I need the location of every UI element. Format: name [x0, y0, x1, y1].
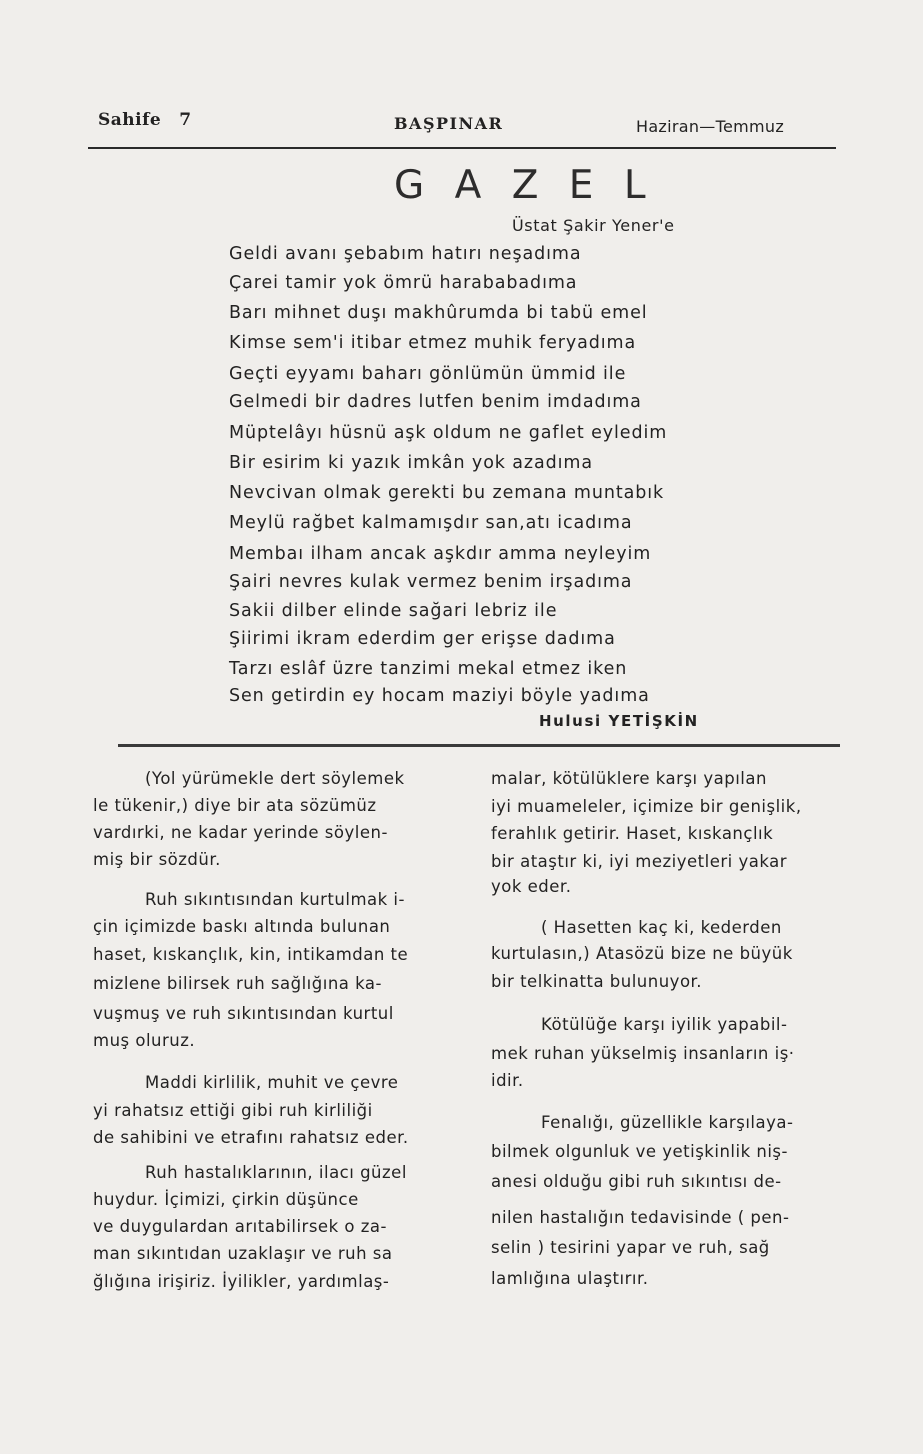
publication-name: BAŞPINAR — [394, 114, 504, 133]
article-line: mizlene bilirsek ruh sağlığına ka- — [93, 974, 382, 993]
poem-line: Şiirimi ikram ederdim ger erişse dadıma — [229, 629, 616, 649]
page-label — [98, 110, 192, 130]
article-line: miş bir sözdür. — [93, 850, 221, 869]
article-line: çin içimizde baskı altında bulunan — [93, 917, 391, 936]
article-line: bir telkinatta bulunuyor. — [491, 972, 703, 991]
page-number: 7 — [179, 110, 192, 130]
article-line: malar, kötülüklere karşı yapılan — [491, 769, 767, 788]
article-line: Ruh hastalıklarının, ilacı güzel — [145, 1163, 407, 1182]
article-line: man sıkıntıdan uzaklaşır ve ruh sa — [93, 1244, 393, 1263]
article-line: yi rahatsız ettiği gibi ruh kirliliği — [93, 1101, 373, 1120]
article-line: (Yol yürümekle dert söylemek — [145, 769, 405, 788]
poem-title: G A Z E L — [394, 163, 655, 208]
poem-line: Meylü rağbet kalmamışdır san,atı icadıma — [229, 513, 633, 533]
page-label-text: Sahife — [98, 110, 162, 130]
poem-line: Çarei tamir yok ömrü harababadıma — [229, 273, 578, 293]
article-line: vardırki, ne kadar yerinde söylen- — [93, 823, 388, 842]
article-line: ferahlık getirir. Haset, kıskançlık — [491, 824, 774, 843]
article-line: ( Hasetten kaç ki, kederden — [541, 918, 782, 937]
article-line: bilmek olgunluk ve yetişkinlik niş- — [491, 1142, 788, 1161]
poem-line: Barı mihnet duşı makhûrumda bi tabü emel — [229, 303, 648, 323]
poem-dedication: Üstat Şakir Yener'e — [512, 216, 675, 235]
article-line: muş oluruz. — [93, 1031, 196, 1050]
poem-line: Tarzı eslâf üzre tanzimi mekal etmez iken — [229, 659, 628, 679]
article-line: anesi olduğu gibi ruh sıkıntısı de- — [491, 1172, 782, 1191]
poem-line: Sen getirdin ey hocam maziyi böyle yadıma — [229, 686, 650, 706]
poem-line: Şairi nevres kulak vermez benim irşadıma — [229, 572, 633, 592]
poem-line: Kimse sem'i itibar etmez muhik feryadıma — [229, 333, 637, 353]
article-line: Ruh sıkıntısından kurtulmak i- — [145, 890, 405, 909]
article-line: lamlığına ulaştırır. — [491, 1269, 649, 1288]
poem-line: Gelmedi bir dadres lutfen benim imdadıma — [229, 392, 642, 412]
poem-line: Geldi avanı şebabım hatırı neşadıma — [229, 244, 582, 264]
article-line: ve duygulardan arıtabilirsek o za- — [93, 1217, 387, 1236]
poem-line: Nevcivan olmak gerekti bu zemana muntabık — [229, 483, 665, 503]
article-line: Fenalığı, güzellikle karşılaya- — [541, 1113, 794, 1132]
poem-line: Bir esirim ki yazık imkân yok azadıma — [229, 453, 593, 473]
article-line: yok eder. — [491, 877, 572, 896]
article-line: kurtulasın,) Atasözü bize ne büyük — [491, 944, 793, 963]
article-line: le tükenir,) diye bir ata sözümüz — [93, 796, 377, 815]
article-line: huydur. İçimizi, çirkin düşünce — [93, 1190, 359, 1209]
article-line: haset, kıskançlık, kin, intikamdan te — [93, 945, 409, 964]
article-line: ğlığına irişiriz. İyilikler, yardımlaş- — [93, 1272, 390, 1291]
article-line: vuşmuş ve ruh sıkıntısından kurtul — [93, 1004, 394, 1023]
poem-line: Sakii dilber elinde sağari lebriz ile — [229, 601, 558, 621]
article-line: Maddi kirlilik, muhit ve çevre — [145, 1073, 399, 1092]
section-divider — [118, 744, 840, 747]
article-line: nilen hastalığın tedavisinde ( pen- — [491, 1208, 790, 1227]
header-rule — [88, 147, 836, 149]
article-line: mek ruhan yükselmiş insanların iş· — [491, 1044, 795, 1063]
article-line: selin ) tesirini yapar ve ruh, sağ — [491, 1238, 770, 1257]
article-line: Kötülüğe karşı iyilik yapabil- — [541, 1015, 788, 1034]
poem-line: Müptelâyı hüsnü aşk oldum ne gaflet eyledim — [229, 423, 668, 443]
article-line: bir ataştır ki, iyi meziyetleri yakar — [491, 852, 788, 871]
poem-line: Geçti eyyamı baharı gönlümün ümmid ile — [229, 364, 627, 384]
article-line: idir. — [491, 1071, 524, 1090]
article-line: de sahibini ve etrafını rahatsız eder. — [93, 1128, 409, 1147]
issue-date: Haziran—Temmuz — [636, 117, 785, 136]
article-line: iyi muameleler, içimize bir genişlik, — [491, 797, 802, 816]
poem-author: Hulusi YETİŞKİN — [539, 712, 699, 730]
poem-line: Membaı ilham ancak aşkdır amma neyleyim — [229, 544, 652, 564]
